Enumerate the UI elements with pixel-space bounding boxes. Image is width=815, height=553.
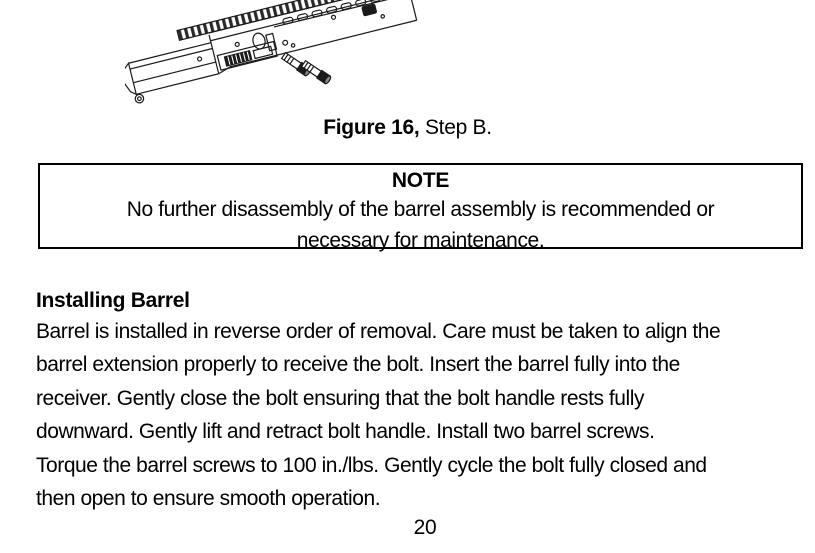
note-title: NOTE: [391, 169, 450, 192]
section-heading: Installing Barrel: [36, 289, 190, 312]
figure-caption-text: Step B.: [419, 116, 492, 139]
note-line: necessary for maintenance.: [296, 229, 545, 252]
receiver-drawing: [125, 0, 423, 105]
paragraph-line: Torque the barrel screws to 100 in./lbs. Gently cycle the bolt fully closed and: [36, 453, 707, 477]
page-number: 20: [413, 516, 437, 539]
paragraph-line: Barrel is installed in reverse order of removal. Care must be taken to align the: [36, 320, 721, 343]
section-paragraph: [36, 315, 720, 515]
barrel-screws-drawing: [281, 52, 332, 85]
figure-caption-label: Figure 16,: [323, 116, 420, 139]
paragraph-line: then open to ensure smooth operation.: [36, 487, 381, 511]
paragraph-line: downward. Gently lift and retract bolt handle. Install two barrel screws.: [36, 420, 655, 444]
figure-16-illustration: [125, 0, 435, 110]
note-line: No further disassembly of the barrel assembly is recommended or: [126, 198, 715, 221]
paragraph-line: barrel extension properly to receive the bolt. Insert the barrel fully into the: [36, 353, 680, 377]
note-box: [38, 163, 803, 252]
figure-caption: [0, 116, 815, 140]
paragraph-line: receiver. Gently close the bolt ensuring that the bolt handle rests fully: [36, 386, 645, 410]
